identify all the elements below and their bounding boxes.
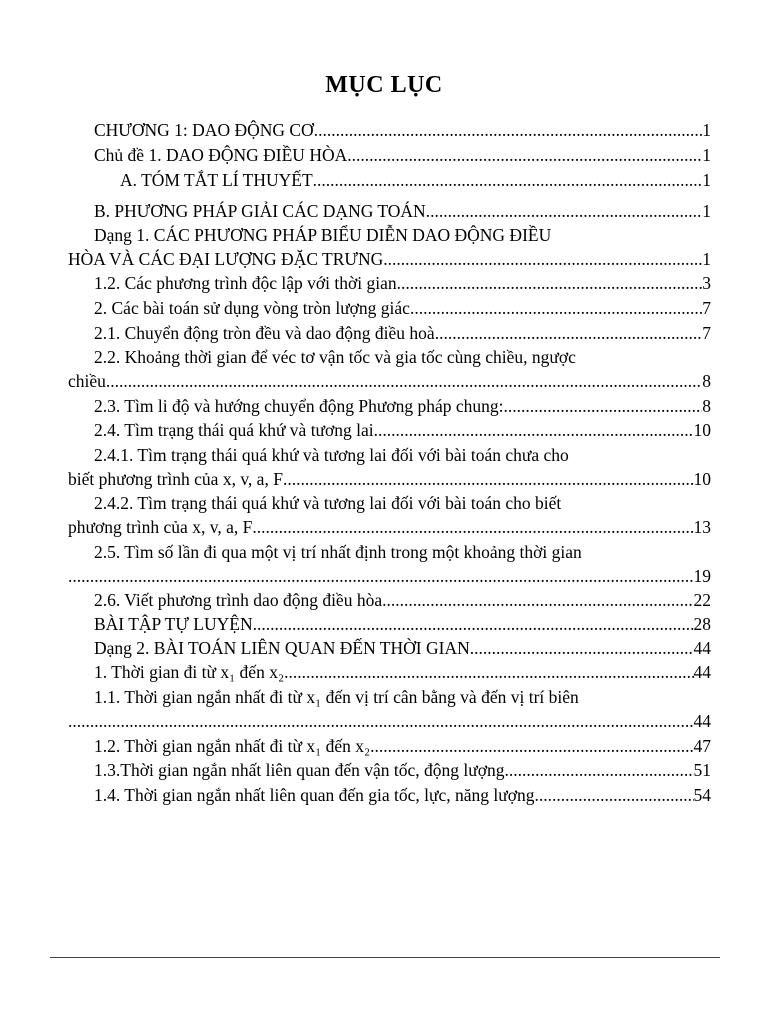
entry-text: BÀI TẬP TỰ LUYỆN [94,614,253,634]
entry-text: biết phương trình của x, v, a, F [68,469,283,489]
page-number: 10 [693,469,711,489]
toc-entry[interactable] [94,118,711,142]
page-number: 1 [702,249,711,269]
toc-entry[interactable] [94,660,711,684]
page-number: 7 [702,298,711,318]
toc-entry[interactable] [94,143,711,167]
dot-leader [314,118,703,142]
entry-text: 2.1. Chuyển động tròn đều và dao động điều hoà [94,323,435,343]
page-number: 28 [693,614,711,634]
dot-leader [383,247,702,271]
toc-entry[interactable] [94,394,711,418]
toc-entry[interactable] [94,734,711,758]
page-number: 1 [702,145,711,165]
dot-leader [252,515,693,539]
entry-text: 2.3. Tìm li độ và hướng chuyển động Phương pháp chung: [94,396,504,416]
dot-leader [470,636,694,660]
page-number: 1 [702,120,711,140]
dot-leader [284,660,693,684]
dot-leader [370,734,693,758]
page-title: MỤC LỤC [325,72,443,98]
page-number: 22 [693,590,711,610]
entry-text: B. PHƯƠNG PHÁP GIẢI CÁC DẠNG TOÁN [94,201,426,221]
toc-entry[interactable] [68,685,711,733]
toc-entry[interactable] [68,345,711,393]
footer-divider [50,957,720,958]
entry-text-first-line: 1.1. Thời gian ngắn nhất đi từ x₁ đến vị trí cân bằng và đến vị trí biên [94,687,579,707]
dot-leader [68,709,694,733]
page-number: 54 [693,785,711,805]
dot-leader [504,758,693,782]
page-number: 10 [693,420,711,440]
entry-text: phương trình của x, v, a, F [68,517,253,537]
dot-leader [253,612,694,636]
page-number: 13 [693,517,711,537]
entry-text: 2.6. Viết phương trình dao động điều hòa [94,590,383,610]
page-number: 44 [693,638,711,658]
dot-leader [313,168,703,192]
toc-entry[interactable] [94,296,711,320]
entry-text: 1.3.Thời gian ngắn nhất liên quan đến vận tốc, động lượng [94,760,505,780]
dot-leader [535,783,694,807]
page-number: 1 [702,201,711,221]
dot-leader [347,143,702,167]
toc-entry[interactable] [68,223,711,271]
entry-text: 1.4. Thời gian ngắn nhất liên quan đến gia tốc, lực, năng lượng [94,785,535,805]
toc-entry[interactable] [94,612,711,636]
entry-text: 1.2. Thời gian ngắn nhất đi từ x₁ đến x₂ [94,736,371,756]
dot-leader [106,369,702,393]
toc-entry[interactable] [94,783,711,807]
entry-text-first-line: 2.5. Tìm số lần đi qua một vị trí nhất định trong một khoảng thời gian [94,542,582,562]
toc-entry[interactable] [68,491,711,539]
entry-text: CHƯƠNG 1: DAO ĐỘNG CƠ [94,120,314,140]
dot-leader [397,271,703,295]
page-number: 1 [702,170,711,190]
page-number: 47 [693,736,711,756]
entry-text: 1. Thời gian đi từ x₁ đến x₂ [94,662,285,682]
page-number: 8 [702,371,711,391]
page-number: 7 [702,323,711,343]
toc-entry[interactable] [94,321,711,345]
toc-entry[interactable] [68,443,711,491]
dot-leader [283,467,694,491]
entry-text: A. TÓM TẮT LÍ THUYẾT [120,170,313,190]
toc-entry[interactable] [68,540,711,588]
entry-text: 2.4. Tìm trạng thái quá khứ và tương lai [94,420,374,440]
entry-text: 2. Các bài toán sử dụng vòng tròn lượng giác [94,298,410,318]
dot-leader [410,296,702,320]
entry-text: Dạng 2. BÀI TOÁN LIÊN QUAN ĐẾN THỜI GIAN [94,638,470,658]
page-number: 3 [702,273,711,293]
entry-text: Chủ đề 1. DAO ĐỘNG ĐIỀU HÒA [94,145,348,165]
dot-leader [435,321,703,345]
dot-leader [426,199,703,223]
toc-entry[interactable] [120,168,711,192]
page-number: 8 [702,396,711,416]
page-number: 19 [693,566,711,586]
toc-entry[interactable] [94,758,711,782]
toc-entry[interactable] [94,636,711,660]
dot-leader [503,394,702,418]
entry-text-first-line: 2.4.2. Tìm trạng thái quá khứ và tương lai đối với bài toán cho biết [94,493,562,513]
dot-leader [68,564,694,588]
page-number: 44 [693,662,711,682]
toc-entry[interactable] [94,199,711,223]
entry-text-first-line: 2.2. Khoảng thời gian để véc tơ vận tốc và gia tốc cùng chiều, ngược [94,347,576,367]
toc-entry[interactable] [94,271,711,295]
page-number: 44 [693,711,711,731]
toc-entry[interactable] [94,418,711,442]
dot-leader [374,418,694,442]
dot-leader [382,588,693,612]
page-number: 51 [693,760,711,780]
entry-text: HÒA VÀ CÁC ĐẠI LƯỢNG ĐẶC TRƯNG [68,249,384,269]
entry-text: 1.2. Các phương trình độc lập với thời gian [94,273,397,293]
entry-text: chiều [68,371,106,391]
toc-entry[interactable] [94,588,711,612]
entry-text-first-line: 2.4.1. Tìm trạng thái quá khứ và tương lai đối với bài toán chưa cho [94,445,569,465]
entry-text-first-line: Dạng 1. CÁC PHƯƠNG PHÁP BIỂU DIỄN DAO ĐỘNG ĐIỀU [94,225,552,245]
